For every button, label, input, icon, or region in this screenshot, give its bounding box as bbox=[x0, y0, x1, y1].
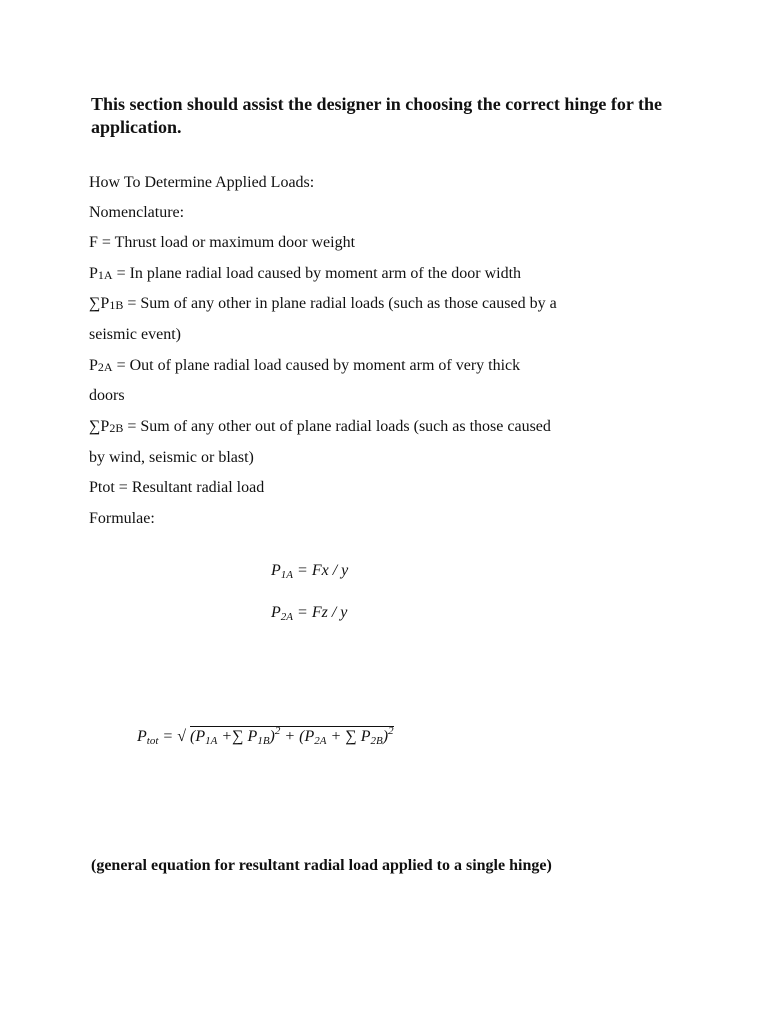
radicand-sub-2a: 2A bbox=[314, 735, 327, 747]
def-p1a bbox=[89, 264, 521, 284]
p2b-subscript: 2B bbox=[109, 421, 124, 435]
formula-p1a-subscript: 1A bbox=[280, 569, 294, 581]
formula-p1a bbox=[271, 561, 348, 582]
radicand-sub-2b: 2B bbox=[370, 735, 383, 747]
formula-ptot-symbol: P bbox=[137, 728, 147, 745]
p2a-symbol: P bbox=[89, 357, 98, 374]
radicand-sub-1b: 1B bbox=[257, 735, 270, 747]
formula-p2a-symbol: P bbox=[271, 604, 281, 621]
def-p1b-continued: seismic event) bbox=[89, 326, 181, 343]
radicand-close-2: ) bbox=[382, 728, 389, 745]
how-to-title: How To Determine Applied Loads: bbox=[89, 174, 315, 191]
def-f: F = Thrust load or maximum door weight bbox=[89, 234, 356, 251]
nomenclature-title: Nomenclature: bbox=[89, 204, 185, 221]
p1a-text: = In plane radial load caused by moment arm of the door width bbox=[112, 265, 522, 282]
p2b-text: = Sum of any other out of plane radial loads (such as those caused bbox=[123, 418, 551, 435]
p1b-text: = Sum of any other in plane radial loads (such as those caused by a bbox=[123, 295, 557, 312]
formula-ptot-radicand bbox=[190, 726, 394, 745]
formula-p2a-subscript: 2A bbox=[280, 611, 294, 623]
def-p1b bbox=[89, 294, 557, 314]
p1b-symbol: ∑P bbox=[89, 295, 110, 312]
radicand-term-5: + ∑ P bbox=[326, 728, 371, 745]
def-p2a-continued: doors bbox=[89, 387, 125, 404]
formula-p2a bbox=[271, 603, 347, 624]
formulae-title: Formulae: bbox=[89, 510, 155, 527]
def-p2a bbox=[89, 356, 520, 376]
p1a-subscript: 1A bbox=[97, 268, 113, 282]
radicand-term-1: (P bbox=[189, 728, 206, 745]
radicand-close-1: ) bbox=[269, 728, 275, 745]
radicand-exponent-2: 2 bbox=[388, 725, 394, 737]
formula-p1a-rhs: = Fx / y bbox=[293, 562, 349, 579]
formula-ptot-equals: = √ bbox=[158, 728, 190, 745]
formula-p2a-rhs: = Fz / y bbox=[293, 604, 348, 621]
def-p2b bbox=[89, 417, 551, 437]
p1b-subscript: 1B bbox=[109, 298, 124, 312]
radicand-sub-1a: 1A bbox=[205, 735, 218, 747]
p2a-text: = Out of plane radial load caused by moment arm of very thick bbox=[112, 357, 521, 374]
def-ptot: Ptot = Resultant radial load bbox=[89, 479, 265, 496]
p2b-symbol: ∑P bbox=[89, 418, 110, 435]
formula-note: (general equation for resultant radial load applied to a single hinge) bbox=[91, 857, 552, 874]
p2a-subscript: 2A bbox=[97, 360, 113, 374]
formula-ptot bbox=[137, 727, 394, 748]
radicand-term-2: +∑ P bbox=[217, 728, 258, 745]
radicand-term-4: + (P bbox=[280, 728, 315, 745]
formula-p1a-symbol: P bbox=[271, 562, 281, 579]
p1a-symbol: P bbox=[89, 265, 98, 282]
section-heading: This section should assist the designer in choosing the correct hinge for the application. bbox=[91, 94, 663, 137]
radicand-exponent-1: 2 bbox=[274, 725, 281, 737]
def-p2b-continued: by wind, seismic or blast) bbox=[89, 449, 254, 466]
formula-ptot-subscript: tot bbox=[146, 735, 159, 747]
